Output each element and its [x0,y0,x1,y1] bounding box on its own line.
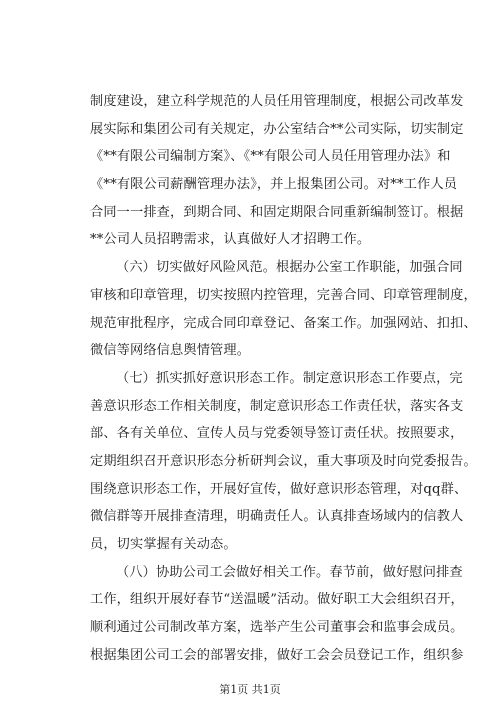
text-line: 规范审批程序，完成合同印章登记、备案工作。加强网站、扣扣、 [90,315,477,331]
text-line: 制度建设，建立科学规范的人员任用管理制度，根据公司改革发 [90,94,464,109]
section-heading-line: （八）协助公司工会做好相关工作。春节前，做好慰问排查 [116,564,463,580]
text-line: 定期组织召开意识形态分析研判会议，重大事项及时向党委报告。 [90,453,477,469]
text-line: 合同一一排查，到期合同、和固定期限合同重新编制签订。根据 [90,204,464,220]
text-line: 审核和印章管理，切实按照内控管理，完善合同、印章管理制度， [90,287,477,303]
text-line: 员，切实掌握有关动态。 [90,537,237,552]
section-heading-line: （七）抓实抓好意识形态工作。制定意识形态工作要点，完 [116,370,463,386]
text-line: 《**有限公司编制方案》、《**有限公司人员任用管理办法》和 [90,149,451,165]
text-line: **公司人员招聘需求，认真做好人才招聘工作。 [90,232,371,248]
document-body [90,88,477,669]
text-line: 根据集团公司工会的部署安排，做好工会会员登记工作，组织参 [90,647,464,663]
section-heading-line: （六）切实做好风险风范。根据办公室工作职能，加强合同 [116,260,463,276]
text-line: 微信等网络信息舆情管理。 [90,343,251,359]
text-line: 部、各有关单位、宣传人员与党委领导签订责任状。按照要求， [90,426,464,442]
text-line: 展实际和集团公司有关规定，办公室结合**公司实际，切实制定 [90,121,464,137]
text-line: 善意识形态工作相关制度，制定意识形态工作责任状，落实各支 [90,398,464,414]
text-line: 工作，组织开展好春节“送温暖”活动。做好职工大会组织召开， [90,592,464,608]
page-footer: 第1页 共1页 [219,683,281,696]
text-line: 围绕意识形态工作，开展好宣传，做好意识形态管理，对qq群、 [90,481,468,497]
text-line: 微信群等开展排查清理，明确责任人。认真排查场域内的信教人 [90,509,464,525]
text-line: 《**有限公司薪酬管理办法》，并上报集团公司。对**工作人员 [90,177,458,193]
text-line: 顺利通过公司制改革方案，选举产生公司董事会和监事会成员。 [90,620,464,636]
